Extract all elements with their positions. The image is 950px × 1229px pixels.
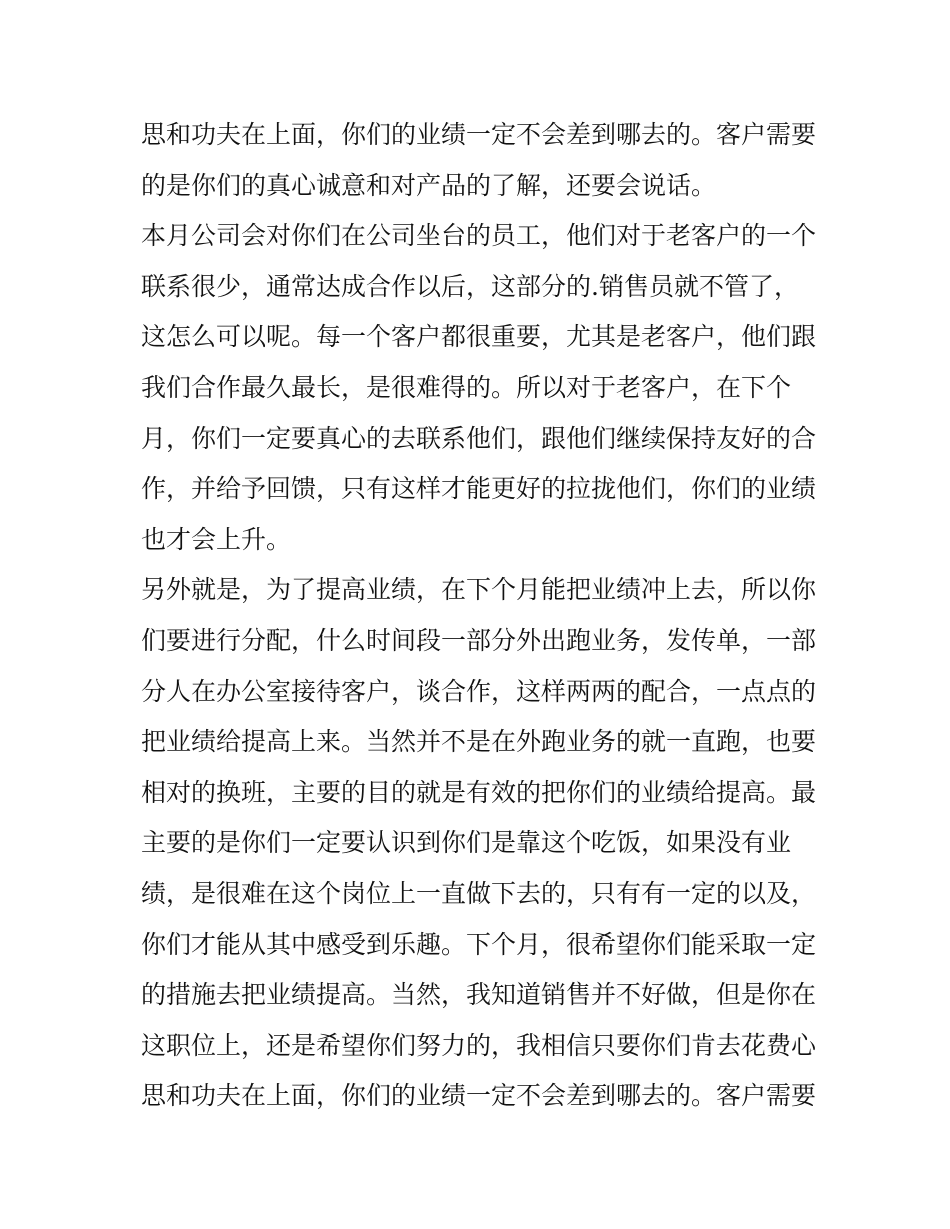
text-line: 本月公司会对你们在公司坐台的员工，他们对于老客户的一个 xyxy=(141,221,817,251)
text-line: 的措施去把业绩提高。当然，我知道销售并不好做，但是你在 xyxy=(141,980,817,1010)
text-line: 你们才能从其中感受到乐趣。下个月，很希望你们能采取一定 xyxy=(141,929,817,959)
text-line: 思和功夫在上面，你们的业绩一定不会差到哪去的。客户需要 xyxy=(141,1081,817,1111)
text-line: 思和功夫在上面，你们的业绩一定不会差到哪去的。客户需要 xyxy=(141,120,817,149)
text-line: 们要进行分配，什么时间段一部分外出跑业务，发传单，一部 xyxy=(141,625,817,655)
text-line: 绩，是很难在这个岗位上一直做下去的，只有有一定的以及， xyxy=(141,878,817,908)
text-line: 相对的换班，主要的目的就是有效的把你们的业绩给提高。最 xyxy=(141,777,817,807)
text-line: 分人在办公室接待客户，谈合作，这样两两的配合，一点点的 xyxy=(141,676,817,706)
text-line: 这职位上，还是希望你们努力的，我相信只要你们肯去花费心 xyxy=(141,1030,817,1060)
text-line: 也才会上升。 xyxy=(141,524,292,554)
text-line: 月，你们一定要真心的去联系他们，跟他们继续保持友好的合 xyxy=(141,423,817,453)
text-line: 另外就是，为了提高业绩，在下个月能把业绩冲上去，所以你 xyxy=(141,575,817,605)
document-body xyxy=(141,110,821,1122)
text-line: 我们合作最久最长，是很难得的。所以对于老客户，在下个 xyxy=(141,372,792,402)
text-line: 主要的是你们一定要认识到你们是靠这个吃饭，如果没有业 xyxy=(141,828,792,858)
text-line: 把业绩给提高上来。当然并不是在外跑业务的就一直跑，也要 xyxy=(141,727,817,757)
text-line: 这怎么可以呢。每一个客户都很重要，尤其是老客户，他们跟 xyxy=(141,322,817,352)
text-line: 的是你们的真心诚意和对产品的了解，还要会说话。 xyxy=(141,170,717,200)
text-line: 作，并给予回馈，只有这样才能更好的拉拢他们，你们的业绩 xyxy=(141,474,817,504)
text-line: 联系很少，通常达成合作以后，这部分的.销售员就不管了， xyxy=(141,271,799,301)
